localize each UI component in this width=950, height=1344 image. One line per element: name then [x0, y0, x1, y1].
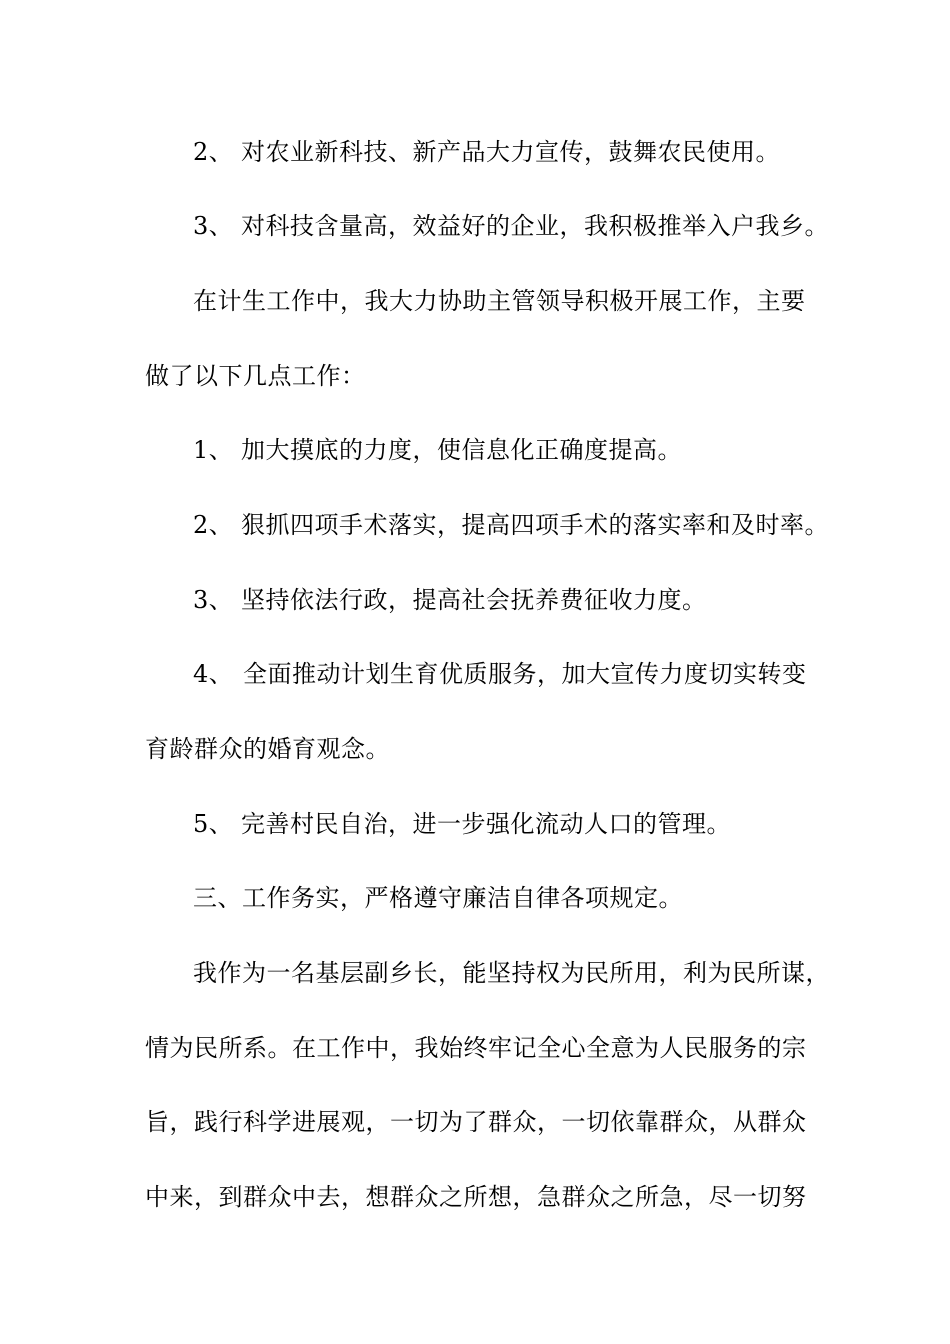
paragraph-line: 育龄群众的婚育观念。 — [145, 735, 390, 763]
list-text: 对科技含量高，效益好的企业，我积极推举入户我乡。 — [241, 212, 829, 240]
list-text: 完善村民自治，进一步强化流动人口的管理。 — [241, 810, 731, 838]
list-item-1 — [193, 435, 682, 465]
list-number: 1、 — [193, 436, 234, 464]
list-item-2 — [193, 137, 780, 167]
list-number: 4、 — [193, 660, 234, 688]
section-heading: 三、工作务实，严格遵守廉洁自律各项规定。 — [193, 884, 683, 912]
list-item-3 — [193, 585, 707, 615]
list-number: 2、 — [193, 511, 234, 539]
list-text: 狠抓四项手术落实，提高四项手术的落实率和及时率。 — [241, 511, 829, 539]
list-number: 3、 — [193, 586, 234, 614]
list-text: 加大摸底的力度，使信息化正确度提高。 — [241, 436, 682, 464]
list-item-4 — [193, 659, 807, 689]
list-text: 全面推动计划生育优质服务，加大宣传力度切实转变 — [243, 660, 807, 688]
list-text: 对农业新科技、新产品大力宣传，鼓舞农民使用。 — [241, 138, 780, 166]
list-item-2 — [193, 510, 829, 540]
list-item-5 — [193, 809, 731, 839]
list-number: 3、 — [193, 212, 234, 240]
paragraph-line: 旨，践行科学进展观，一切为了群众，一切依靠群众，从群众 — [145, 1108, 807, 1136]
list-number: 5、 — [193, 810, 234, 838]
paragraph-line: 中来，到群众中去，想群众之所想，急群众之所急，尽一切努 — [145, 1183, 807, 1211]
paragraph-line: 在计生工作中，我大力协助主管领导积极开展工作，主要 — [193, 287, 806, 315]
paragraph-line: 我作为一名基层副乡长，能坚持权为民所用，利为民所谋， — [193, 959, 830, 987]
list-text: 坚持依法行政，提高社会抚养费征收力度。 — [241, 586, 707, 614]
paragraph-line: 情为民所系。在工作中，我始终牢记全心全意为人民服务的宗 — [145, 1034, 807, 1062]
paragraph-line: 做了以下几点工作： — [145, 362, 366, 390]
list-item-3 — [193, 211, 829, 241]
list-number: 2、 — [193, 138, 234, 166]
